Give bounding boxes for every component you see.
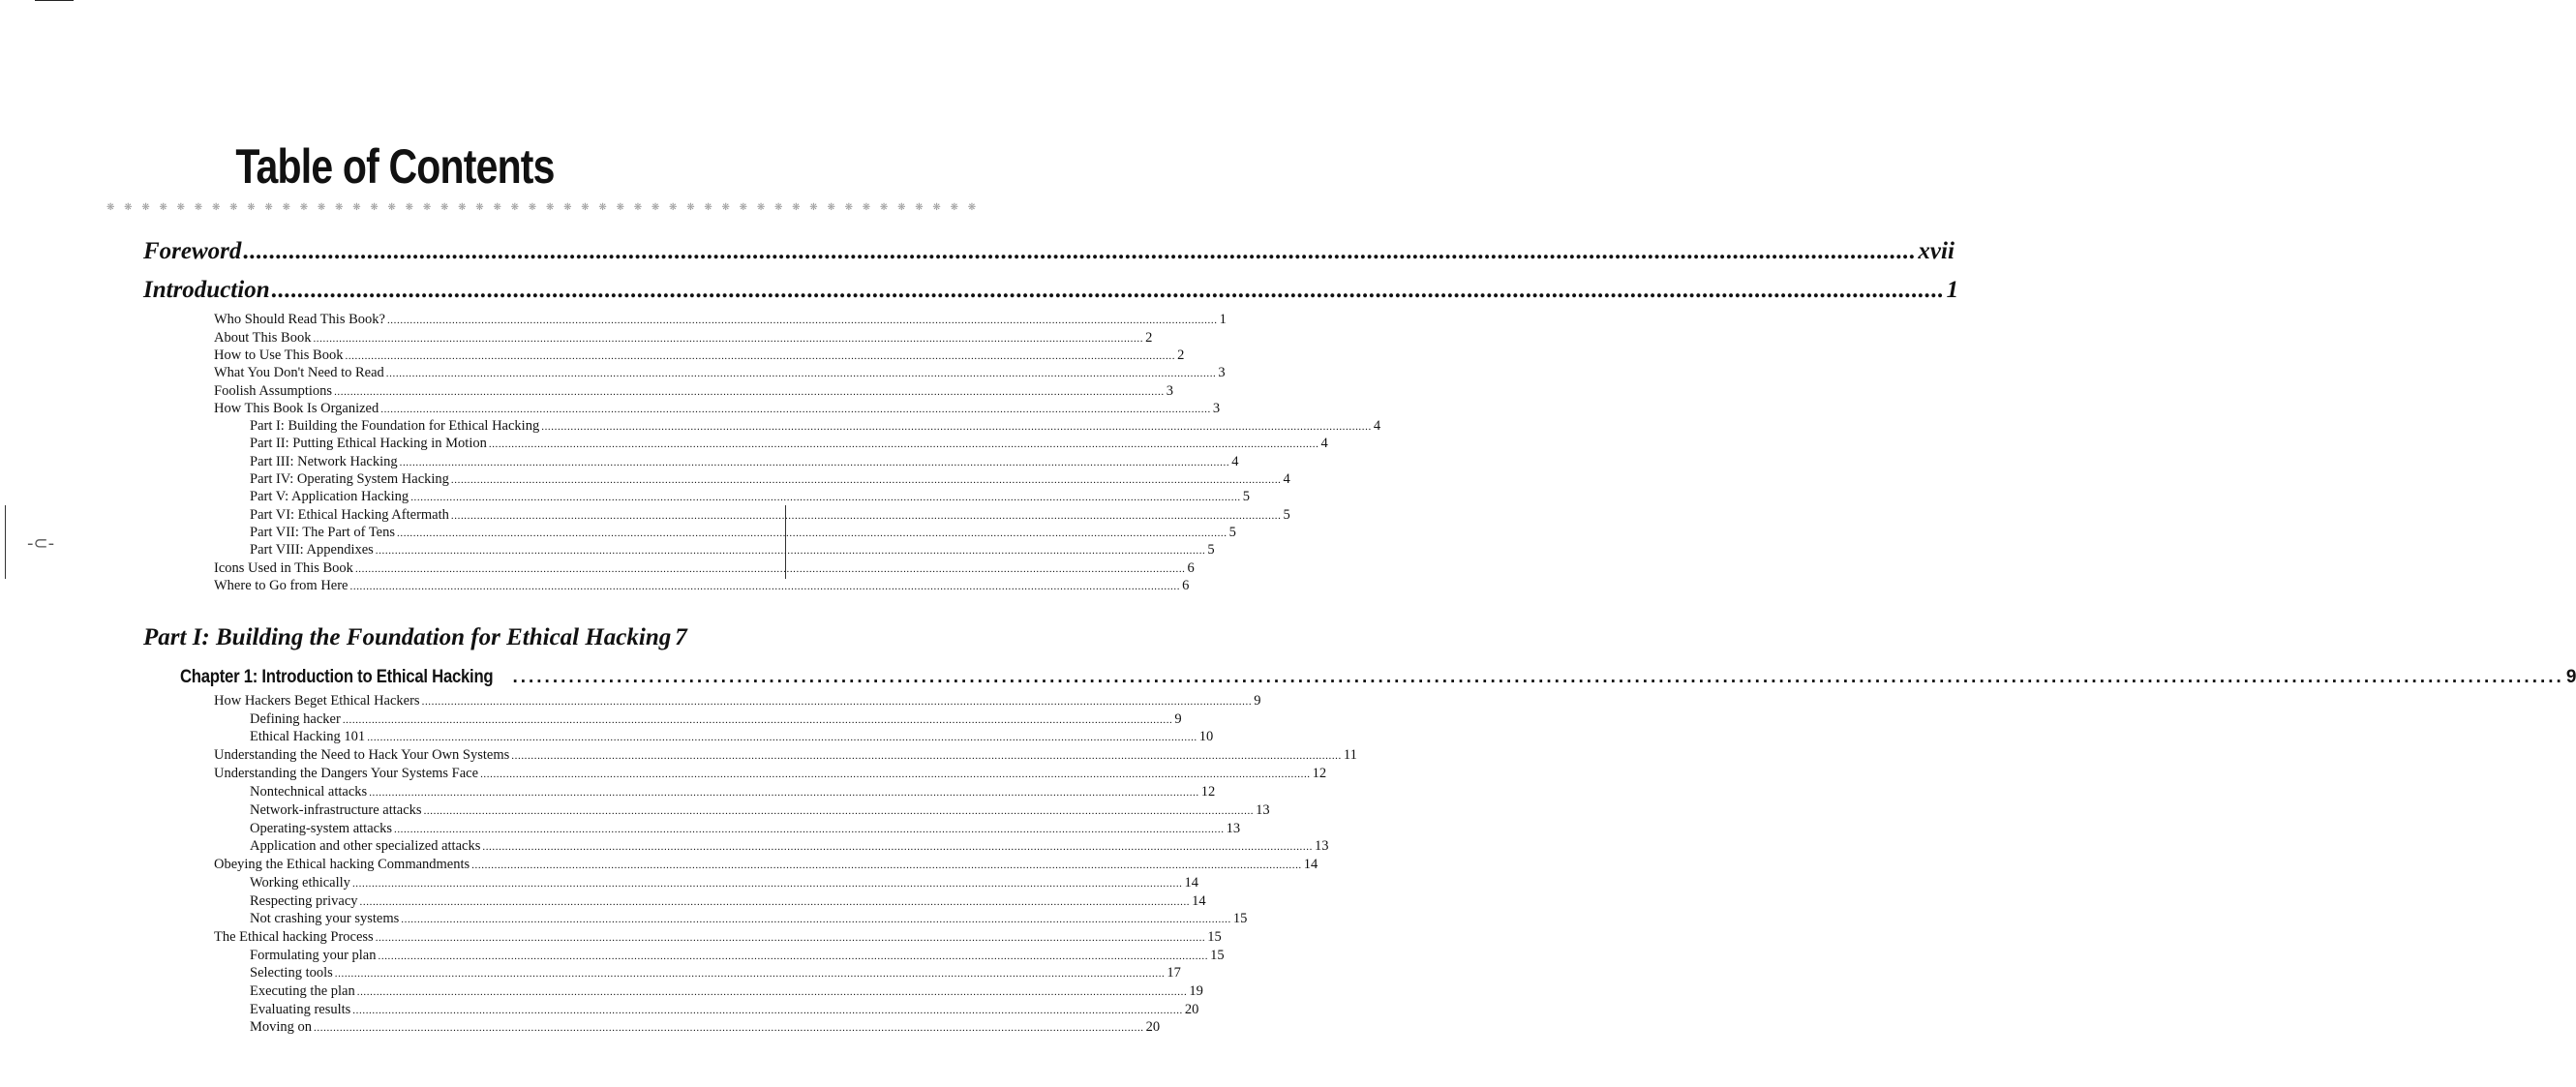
dot-leader	[480, 769, 1311, 780]
toc-part-1-title: Part I: Building the Foundation for Ethical Hacking	[143, 624, 672, 650]
toc-entry-page: 4	[1231, 454, 1239, 469]
toc-entry-title: Evaluating results	[250, 1002, 351, 1017]
toc-entry-page: 10	[1198, 729, 1214, 744]
dot-leader	[379, 951, 1209, 962]
toc-entry-page: 20	[1145, 1019, 1161, 1035]
toc-entry[interactable]	[250, 507, 1290, 524]
dot-leader	[451, 510, 1282, 522]
toc-entry[interactable]	[214, 383, 1173, 400]
toc-entry[interactable]	[250, 525, 1236, 541]
toc-entry-title: Who Should Read This Book?	[214, 312, 385, 327]
toc-entry[interactable]	[250, 821, 1241, 837]
toc-chapter-1-page: 9	[2565, 667, 2576, 687]
toc-entry-page: 20	[1184, 1002, 1199, 1017]
toc-introduction[interactable]	[143, 277, 1959, 304]
toc-entry-page: 3	[1218, 365, 1226, 380]
toc-entry-title: Network-infrastructure attacks	[250, 802, 422, 818]
toc-entry-title: Part IV: Operating System Hacking	[250, 471, 449, 487]
toc-entry-page: 3	[1166, 383, 1173, 399]
toc-entry-title: Part VI: Ethical Hacking Aftermath	[250, 507, 449, 523]
toc-entry-page: 12	[1312, 766, 1327, 781]
page-edge-mark-left	[5, 505, 6, 579]
dot-leader	[386, 368, 1217, 379]
toc-entry-title: Respecting privacy	[250, 893, 358, 909]
toc-entry-page: 5	[1207, 542, 1215, 558]
dot-leader	[511, 750, 1342, 762]
toc-foreword[interactable]	[143, 238, 1955, 265]
toc-chapter-1-title: Chapter 1: Introduction to Ethical Hacking	[180, 667, 494, 687]
toc-entry-title: Working ethically	[250, 875, 350, 891]
toc-entry[interactable]	[214, 578, 1190, 594]
dot-leader	[314, 1022, 1144, 1034]
toc-entry[interactable]	[250, 911, 1248, 927]
toc-entry-title: Understanding the Need to Hack Your Own Systems	[214, 747, 510, 763]
toc-entry-title: What You Don't Need to Read	[214, 365, 384, 380]
toc-entry-page: 5	[1228, 525, 1236, 540]
toc-entry-page: 4	[1320, 436, 1328, 451]
toc-entry[interactable]	[214, 929, 1222, 946]
dot-leader	[482, 841, 1313, 853]
dot-leader	[376, 932, 1206, 944]
toc-entry-title: Defining hacker	[250, 711, 341, 727]
toc-entry-title: Application and other specialized attacks	[250, 838, 481, 854]
toc-entry[interactable]	[214, 401, 1221, 417]
toc-entry[interactable]	[250, 489, 1251, 505]
toc-entry[interactable]	[250, 983, 1203, 1000]
dot-leader	[451, 474, 1282, 486]
toc-entry-title: Executing the plan	[250, 983, 355, 999]
toc-entry-page: 3	[1212, 401, 1221, 416]
toc-entry[interactable]	[214, 747, 1357, 764]
toc-entry-page: 9	[1254, 693, 1261, 709]
toc-entry-title: Part II: Putting Ethical Hacking in Motion	[250, 436, 487, 451]
toc-entry-title: How This Book Is Organized	[214, 401, 379, 416]
toc-entry[interactable]	[250, 784, 1216, 800]
dot-leader	[352, 878, 1183, 890]
toc-entry-page: 14	[1184, 875, 1199, 891]
toc-entry[interactable]	[250, 948, 1225, 964]
dot-leader	[335, 968, 1166, 980]
dot-leader	[424, 805, 1255, 817]
dot-leader	[355, 563, 1186, 575]
toc-entry[interactable]	[250, 418, 1381, 435]
toc-entry[interactable]	[250, 711, 1182, 728]
toc-entry-page: 11	[1343, 747, 1357, 763]
toc-entry[interactable]	[250, 965, 1181, 981]
toc-entry-title: Operating-system attacks	[250, 821, 392, 836]
toc-entry-page: 13	[1256, 802, 1270, 818]
toc-entry-title: How to Use This Book	[214, 347, 344, 363]
toc-entry-page: 13	[1314, 838, 1329, 854]
dot-leader	[345, 350, 1175, 362]
toc-entry-title: About This Book	[214, 330, 312, 346]
dot-leader	[394, 824, 1225, 835]
toc-entry-title: Nontechnical attacks	[250, 784, 368, 800]
toc-foreword-page: xvii	[1918, 238, 1955, 264]
dot-leader	[243, 238, 1916, 265]
toc-entry-page: 4	[1283, 471, 1290, 487]
toc-entry-page: 5	[1242, 489, 1251, 504]
corner-rule	[35, 0, 74, 1]
dot-leader	[350, 581, 1181, 592]
toc-entry-page: 1	[1219, 312, 1227, 327]
toc-entry-page: 15	[1232, 911, 1248, 926]
toc-entry[interactable]	[250, 542, 1215, 559]
toc-entry[interactable]	[250, 1002, 1199, 1018]
registration-mark-icon: -⊂-	[27, 533, 55, 554]
toc-entry-page: 19	[1189, 983, 1203, 999]
dot-leader	[422, 696, 1253, 708]
dot-leader	[343, 714, 1173, 726]
toc-part-1-page: 7	[675, 624, 687, 650]
dot-leader	[369, 787, 1199, 799]
toc-chapter-1[interactable]	[180, 667, 2576, 688]
toc-entry[interactable]	[214, 857, 1318, 873]
toc-entry-title: Ethical Hacking 101	[250, 729, 366, 744]
page-title: Table of Contents	[235, 139, 555, 194]
toc-entry-title: Part VII: The Part of Tens	[250, 525, 396, 540]
toc-entry-page: 6	[1182, 578, 1190, 593]
toc-introduction-page: 1	[1946, 277, 1959, 303]
toc-entry-title: Formulating your plan	[250, 948, 377, 963]
toc-entry[interactable]	[250, 1019, 1161, 1036]
toc-entry[interactable]	[250, 454, 1239, 470]
dot-leader	[313, 333, 1143, 345]
toc-entry[interactable]	[250, 893, 1206, 910]
toc-entry-page: 5	[1283, 507, 1290, 523]
toc-entry[interactable]	[214, 365, 1226, 381]
toc-foreword-title: Foreword	[143, 238, 242, 264]
toc-entry-page: 15	[1207, 929, 1222, 945]
toc-entry-page: 2	[1145, 330, 1153, 346]
toc-entry[interactable]	[214, 766, 1327, 782]
toc-entry-title: The Ethical hacking Process	[214, 929, 374, 945]
toc-entry-title: Obeying the Ethical hacking Commandments	[214, 857, 470, 872]
toc-entry-title: Icons Used in This Book	[214, 560, 353, 576]
dot-leader	[541, 421, 1372, 433]
dot-leader	[489, 438, 1319, 450]
toc-entry-title: Not crashing your systems	[250, 911, 400, 926]
dot-leader	[387, 315, 1218, 326]
dot-leader	[334, 386, 1165, 398]
toc-entry[interactable]	[250, 838, 1329, 855]
toc-entry-title: Where to Go from Here	[214, 578, 349, 593]
dot-leader	[401, 914, 1231, 925]
toc-entry[interactable]	[214, 693, 1261, 710]
toc-part-1[interactable]	[143, 624, 687, 651]
toc-entry-title: Selecting tools	[250, 965, 333, 981]
toc-entry[interactable]	[250, 802, 1270, 819]
toc-entry-title: Foolish Assumptions	[214, 383, 333, 399]
dot-leader	[471, 860, 1302, 871]
dot-leader	[367, 732, 1197, 743]
toc-entry-title: Moving on	[250, 1019, 313, 1035]
toc-entry[interactable]	[250, 436, 1328, 452]
toc-entry-title: Part III: Network Hacking	[250, 454, 398, 469]
toc-entry-title: Part V: Application Hacking	[250, 489, 409, 504]
ornament-divider: ❋ ❋ ❋ ❋ ❋ ❋ ❋ ❋ ❋ ❋ ❋ ❋ ❋ ❋ ❋ ❋ ❋ ❋ ❋ ❋ ❋ ❋ ❋ ❋ ❋ ❋ ❋ ❋ ❋ ❋ ❋ ❋ ❋ ❋ ❋ ❋ ❋ ❋ ❋ ❋ ❋ ❋ ❋ ❋ ❋ ❋ ❋ ❋ ❋ ❋	[106, 202, 980, 213]
dot-leader	[397, 528, 1227, 539]
toc-entry[interactable]	[214, 347, 1185, 364]
toc-entry-title: Part I: Building the Foundation for Ethical Hacking	[250, 418, 540, 434]
dot-leader	[512, 667, 2563, 688]
toc-entry[interactable]	[214, 312, 1227, 328]
toc-entry[interactable]	[214, 560, 1195, 577]
toc-entry-page: 14	[1192, 893, 1206, 909]
dot-leader	[376, 545, 1206, 557]
toc-introduction-title: Introduction	[143, 277, 270, 303]
dot-leader	[400, 457, 1230, 468]
toc-entry-page: 13	[1226, 821, 1241, 836]
dot-leader	[410, 492, 1241, 503]
toc-entry-page: 9	[1174, 711, 1182, 727]
toc-entry-page: 2	[1177, 347, 1185, 363]
toc-entry-page: 15	[1210, 948, 1225, 963]
toc-entry-title: Part VIII: Appendixes	[250, 542, 374, 558]
toc-entry-page: 4	[1373, 418, 1381, 434]
toc-entry-title: How Hackers Beget Ethical Hackers	[214, 693, 420, 709]
toc-entry-title: Understanding the Dangers Your Systems Face	[214, 766, 479, 781]
toc-entry[interactable]	[250, 729, 1214, 745]
toc-entry-page: 12	[1200, 784, 1216, 800]
toc-entry-page: 17	[1167, 965, 1181, 981]
toc-entry-page: 14	[1303, 857, 1318, 872]
dot-leader	[380, 404, 1211, 415]
toc-entry[interactable]	[214, 330, 1153, 347]
dot-leader	[360, 896, 1191, 908]
toc-entry[interactable]	[250, 471, 1290, 488]
dot-leader	[272, 277, 1945, 304]
dot-leader	[357, 986, 1188, 998]
toc-entry-page: 6	[1187, 560, 1195, 576]
dot-leader	[352, 1005, 1183, 1016]
toc-entry[interactable]	[250, 875, 1199, 891]
